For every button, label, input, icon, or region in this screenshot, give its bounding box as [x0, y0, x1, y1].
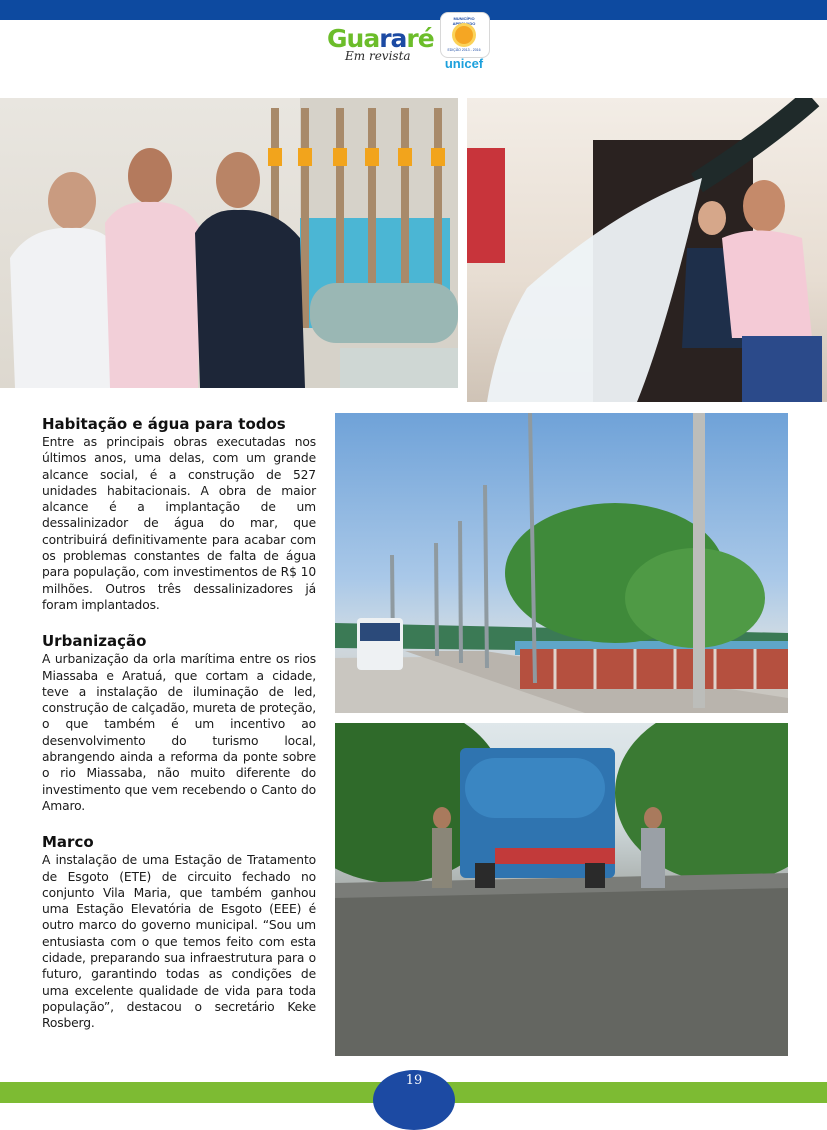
photo-waterfront-promenade [335, 413, 788, 713]
seal-arc-text: MUNICÍPIO APROVADO [452, 16, 476, 26]
guamare-logo [327, 22, 434, 70]
section-urbanizacao [42, 632, 316, 814]
sun-icon [455, 26, 473, 44]
section-body: A urbanização da orla marítima entre os rios Miassaba e Aratuá, que cortam a cidade, teve a instalação de iluminação de led, construção de calçadão, mureta de proteção, o que também é um incentivo ao desenvolvimento do turismo local, abrangendo ainda a reforma da ponte sobre o rio Miassaba, não muito diferente do investimento que vem recebendo o Canto do Amaro. [42, 652, 316, 813]
section-marco [42, 833, 316, 1031]
photo-water-truck [335, 723, 788, 1056]
page-number: 19 [405, 1073, 423, 1088]
logo-wordmark: Guararé [327, 24, 434, 53]
article-text-column [42, 415, 316, 1051]
section-body: A instalação de uma Estação de Tratamento de Esgoto (ETE) de circuito fechado no conjunto Vila Maria, que também ganhou uma Estação Elevatória de Esgoto (EEE) é outro marco do governo municipal. “Sou um entusiasta com o que temos feito com esta cidade, preparando sua infraestrutura para o futuro, garantindo todas as condições de uma excelente qualidade de vida para toda população”, destacou o secretário Keke Rosberg. [42, 853, 316, 1031]
section-title: Marco [42, 833, 94, 852]
photo-water-hose [467, 98, 827, 402]
logo-tagline: Em revista [345, 49, 411, 63]
section-title: Urbanização [42, 632, 147, 651]
section-title: Habitação e água para todos [42, 415, 286, 433]
photo-men-desalinator [0, 98, 458, 388]
section-habitacao [42, 415, 316, 613]
section-body: Entre as principais obras executadas nos últimos anos, uma delas, com um grande alcance social, é a construção de 527 unidades habitacionais. A obra de maior alcance é a implantação de um dessalinizador de água do mar, que contribuirá definitivamente para acabar com os problemas constantes de falta de água para população, com investimentos de R$ 10 milhões. Outros três dessalinizadores já foram implantados. [42, 435, 316, 612]
top-color-bar [0, 0, 827, 20]
seal-edition: EDIÇÃO 2013 - 2016 [447, 48, 481, 52]
unicef-logo: unicef [444, 56, 484, 71]
unicef-seal [438, 12, 490, 74]
